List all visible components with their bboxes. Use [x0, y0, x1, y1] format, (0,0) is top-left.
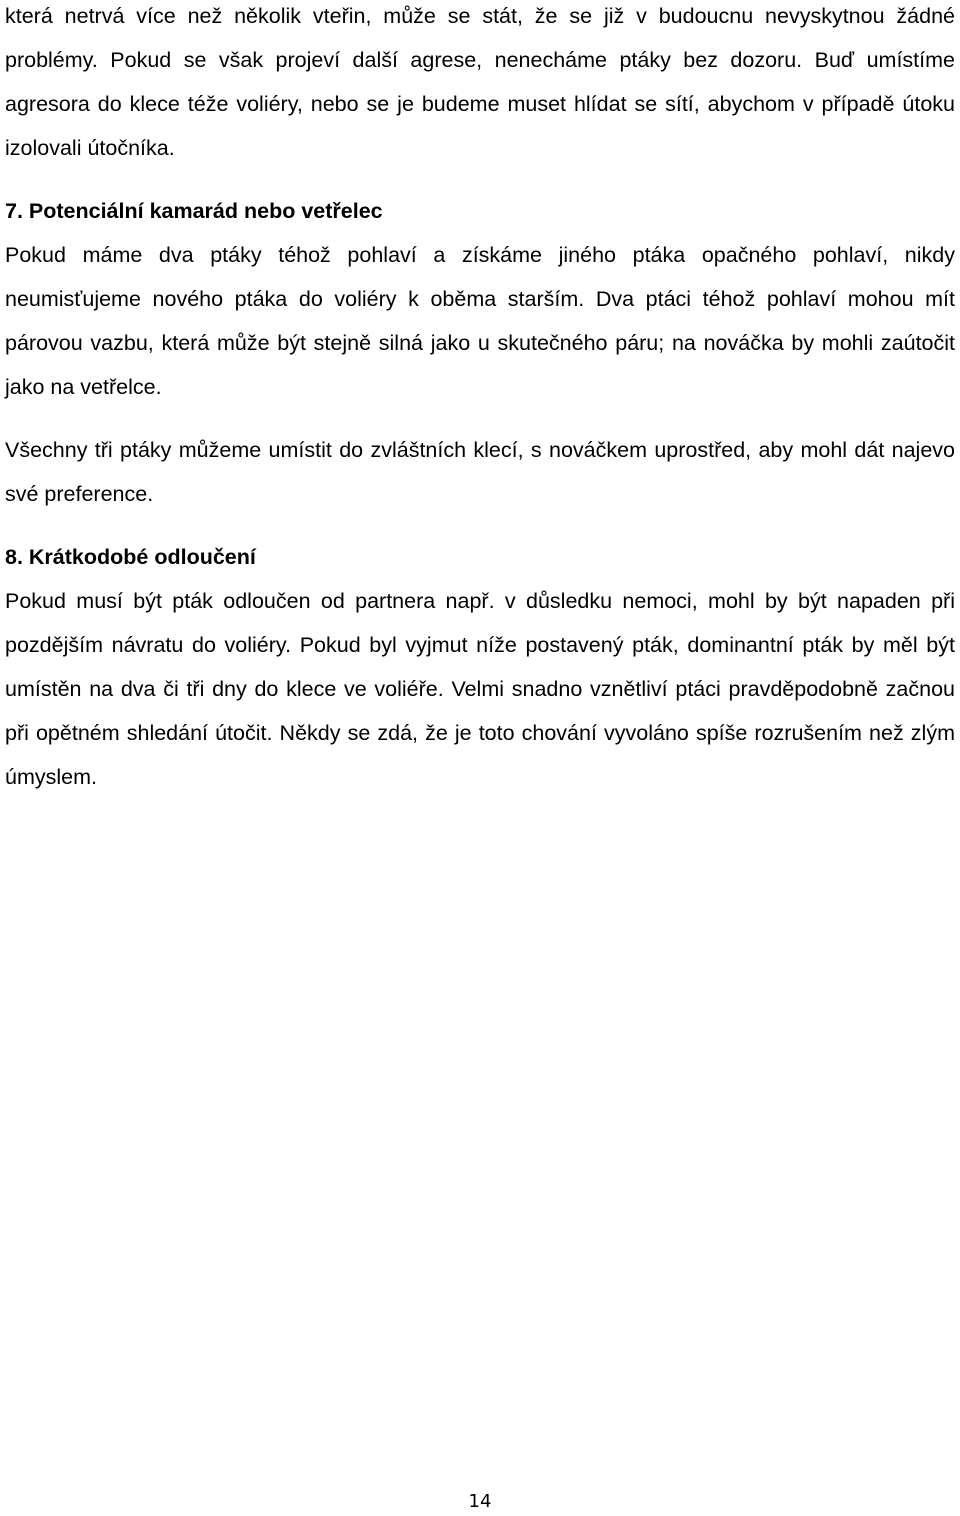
- section-heading: 7. Potenciální kamarád nebo vetřelec: [5, 199, 383, 223]
- document-page: [5, 0, 955, 799]
- intro-paragraph: která netrvá více než několik vteřin, může se stát, že se již v budoucnu nevyskytnou žádné problémy. Pokud se však projeví další agrese, nenecháme ptáky bez dozoru. Buď umístíme agresora do klece téže voliéry, nebo se je budeme muset hlídat se sítí, abychom v případě útoku izolovali útočníka.: [5, 4, 955, 160]
- body-paragraph: Pokud máme dva ptáky téhož pohlaví a získáme jiného ptáka opačného pohlaví, nikdy neumisťujeme nového ptáka do voliéry k oběma starším. Dva ptáci téhož pohlaví mohou mít párovou vazbu, která může být stejně silná jako u skutečného páru; na nováčka by mohli zaútočit jako na vetřelce.: [5, 243, 955, 399]
- body-paragraph: Všechny tři ptáky můžeme umístit do zvláštních klecí, s nováčkem uprostřed, aby mohl dát najevo své preference.: [5, 438, 955, 506]
- body-paragraph: Pokud musí být pták odloučen od partnera např. v důsledku nemoci, mohl by být napaden při pozdějším návratu do voliéry. Pokud byl vyjmut níže postavený pták, dominantní pták by měl být umístěn na dva či tři dny do klece ve voliéře. Velmi snadno vznětliví ptáci pravděpodobně začnou při opětném shledání útočit. Někdy se zdá, že je toto chování vyvoláno spíše rozrušením než zlým úmyslem.: [5, 589, 955, 789]
- section-heading: 8. Krátkodobé odloučení: [5, 545, 256, 569]
- page-number: 14: [468, 1491, 492, 1512]
